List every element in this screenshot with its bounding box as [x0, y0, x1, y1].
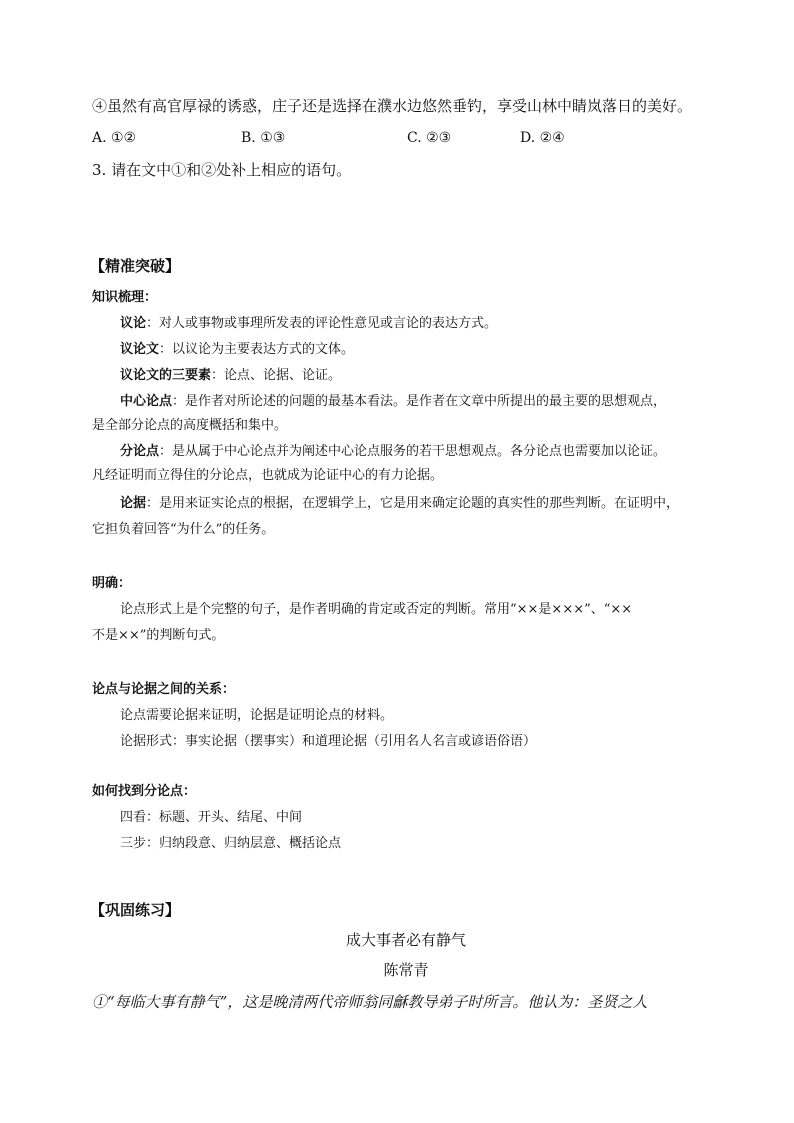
knowledge-heading: 知识梳理：: [92, 290, 158, 305]
find-line-1: 四看：标题、开头、结尾、中间: [120, 810, 303, 825]
relation-heading: 论点与论据之间的关系：: [92, 682, 236, 697]
def-sub-text: ：是从属于中心论点并为阐述中心论点服务的若干思想观点。各分论点也需要加以论证。: [159, 444, 667, 459]
def-evidence-continuation: 它担负着回答“为什么”的任务。: [92, 522, 275, 537]
def-three-text: ：论点、论据、论证。: [211, 368, 342, 383]
def-sub-continuation: 凡经证明而立得住的分论点，也就成为论证中心的有力论据。: [92, 468, 444, 483]
term-argument: 议论: [120, 316, 147, 331]
option-c[interactable]: C. ②③: [407, 130, 452, 146]
option-item-4-text: ④虽然有高官厚禄的诱惑，庄子还是选择在濮水边悠然垂钓，享受山林中睛岚落日的美好。: [92, 97, 693, 115]
relation-line-2: 论据形式：事实论据（摆事实）和道理论据（引用名人名言或谚语俗语）: [120, 734, 537, 749]
definition-argument: [120, 314, 497, 334]
def-evidence-text: ：是用来证实论点的根据，在逻辑学上，它是用来确定论题的真实性的那些判断。在证明中，: [146, 496, 680, 511]
find-line-2: 三步：归纳段意、归纳层意、概括论点: [120, 836, 342, 851]
section-title-practice: 【巩固练习】: [90, 901, 181, 919]
term-argumentative-essay: 议论文: [120, 342, 160, 357]
def-argument-text: ：对人或事物或事理所发表的评论性意见或言论的表达方式。: [146, 316, 498, 331]
question-3: 3. 请在文中①和②处补上相应的语句。: [92, 161, 352, 179]
find-heading: 如何找到分论点：: [92, 784, 197, 799]
term-sub-thesis: 分论点: [120, 444, 160, 459]
definition-argumentative-essay: [120, 340, 354, 360]
term-evidence: 论据: [120, 496, 147, 511]
option-d[interactable]: D. ②④: [520, 130, 565, 146]
clarify-line-2: 不是××”的判断句式。: [92, 628, 225, 643]
option-a[interactable]: A. ①②: [92, 130, 137, 146]
term-central-thesis: 中心论点: [120, 394, 173, 409]
relation-line-1: 论点需要论据来证明，论据是证明论点的材料。: [120, 708, 394, 723]
option-b[interactable]: B. ①③: [241, 130, 286, 146]
article-title: 成大事者必有静气: [345, 931, 466, 949]
article-author: 陈常青: [383, 961, 429, 979]
clarify-heading: 明确：: [92, 576, 132, 591]
def-central-continuation: 是全部分论点的高度概括和集中。: [92, 418, 288, 433]
definition-sub-thesis: [120, 442, 666, 462]
section-title-breakthrough: 【精准突破】: [90, 257, 181, 275]
article-paragraph-1: ①“每临大事有静气”，这是晚清两代帝师翁同龢教导弟子时所言。他认为：圣贤之人: [92, 993, 648, 1011]
definition-central-thesis: [120, 392, 666, 412]
def-central-text: ：是作者对所论述的问题的最基本看法。是作者在文章中所提出的最主要的思想观点，: [172, 394, 667, 409]
clarify-line-1: 论点形式上是个完整的句子，是作者明确的肯定或否定的判断。常用“××是×××”、“××: [120, 602, 633, 617]
def-essay-text: ：以议论为主要表达方式的文体。: [159, 342, 355, 357]
term-three-elements: 议论文的三要素: [120, 368, 212, 383]
definition-three-elements: [120, 366, 341, 386]
definition-evidence: [120, 494, 679, 514]
